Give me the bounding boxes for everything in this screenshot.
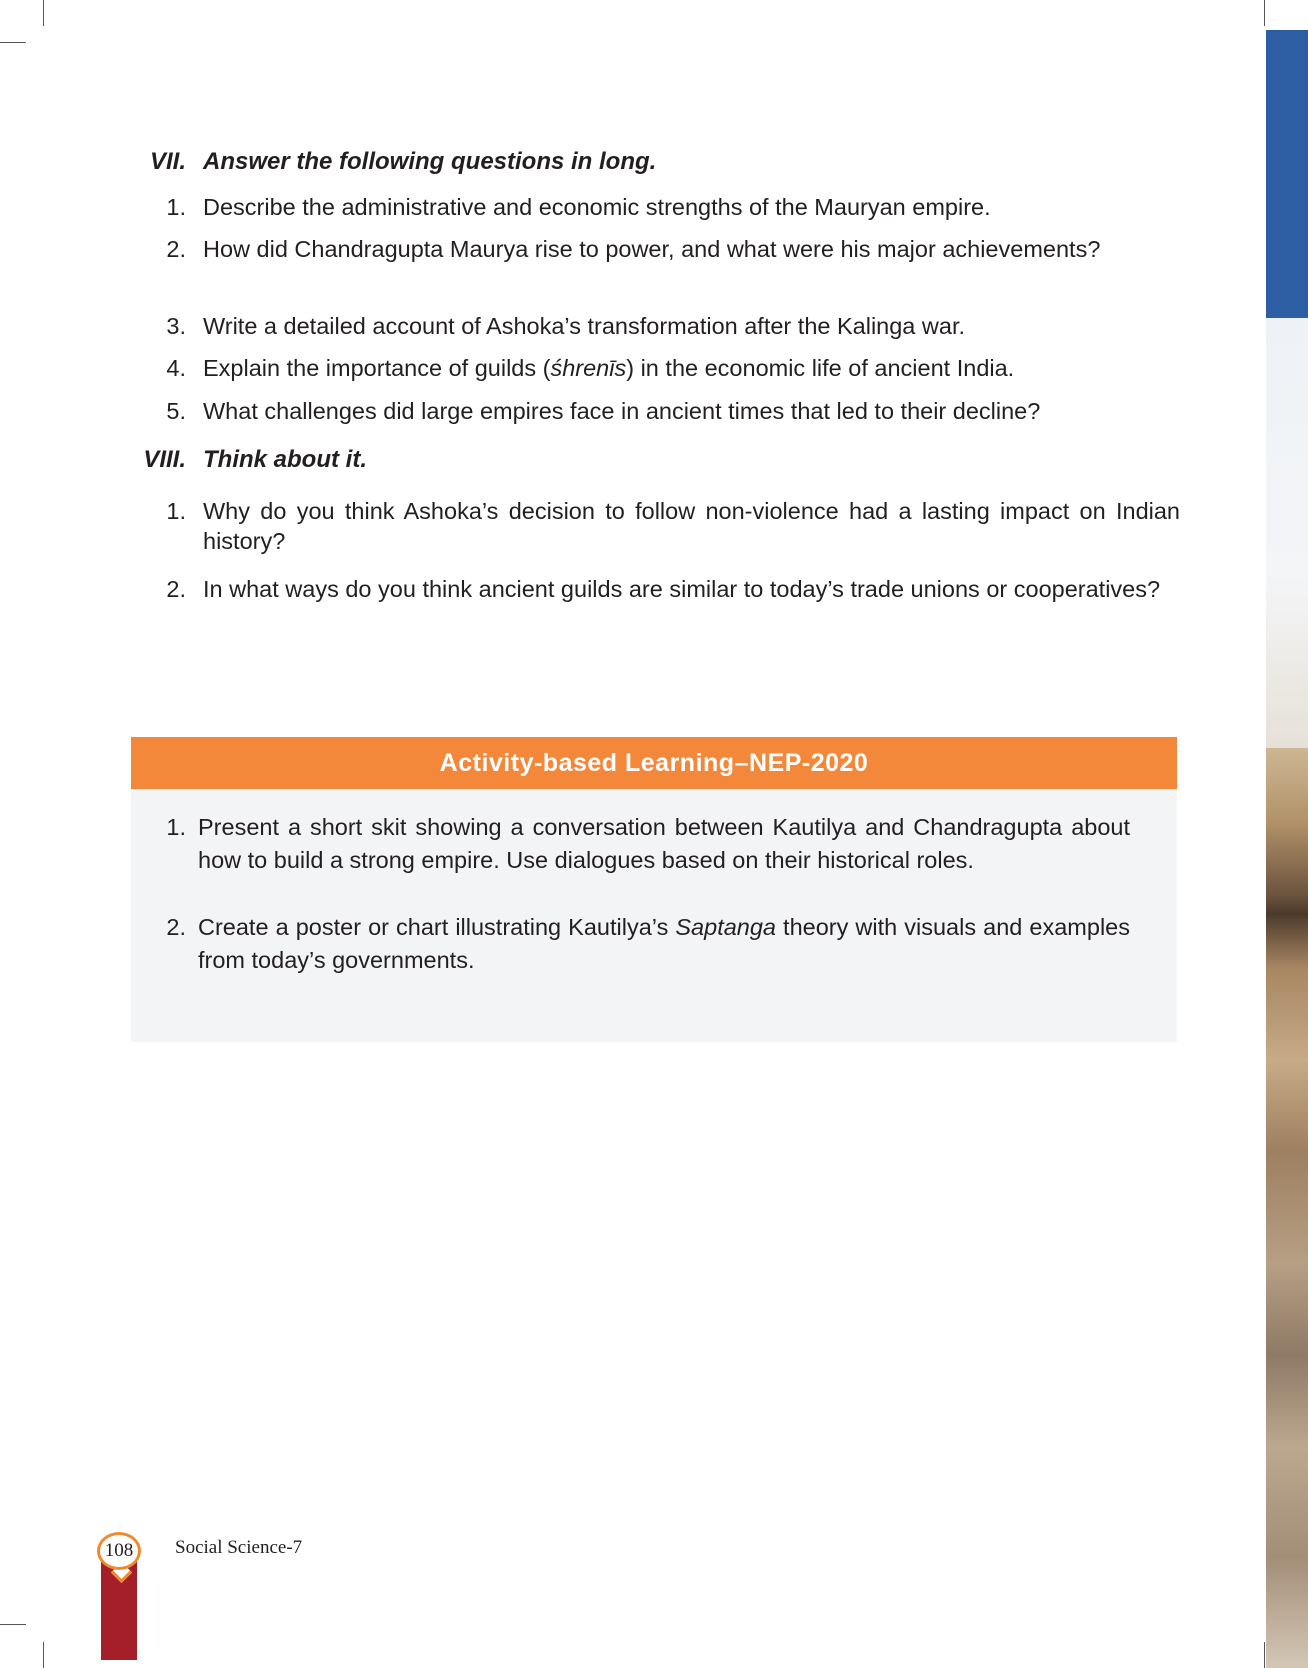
list-item-text-part: theory with visuals and examples from today’s governments.: [198, 914, 1130, 973]
crop-mark-bottom-left-horizontal: [0, 1624, 26, 1625]
list-item-text-part: ) in the economic life of ancient India.: [626, 355, 1015, 381]
list-item: [150, 911, 1130, 977]
list-item-number: 5.: [166, 398, 186, 424]
crop-mark-bottom-right-vertical: [1264, 1642, 1265, 1668]
section-viii-numeral: VIII.: [143, 446, 186, 473]
list-item-italic-term: śhrenīs: [550, 355, 627, 381]
list-item-number: 2.: [166, 914, 186, 940]
activity-heading: Activity-based Learning–NEP-2020: [131, 737, 1177, 789]
list-item-number: 1.: [166, 194, 186, 220]
list-item: [150, 496, 1180, 556]
list-item: [150, 192, 1180, 222]
list-item-text: What challenges did large empires face in ancient times that led to their decline?: [203, 398, 1041, 424]
list-item: [150, 574, 1180, 634]
list-item-number: 4.: [166, 355, 186, 381]
list-item-text: Describe the administrative and economic strengths of the Mauryan empire.: [203, 194, 991, 220]
list-item-number: 2.: [166, 236, 186, 262]
edge-strip-rock-image: [1266, 748, 1308, 1668]
list-item-text: Write a detailed account of Ashoka’s transformation after the Kalinga war.: [203, 313, 966, 339]
list-item-text: [198, 911, 1130, 977]
section-viii-heading: [0, 446, 1180, 478]
section-vii-numeral: VII.: [149, 148, 186, 175]
crop-mark-top-right-vertical: [1264, 0, 1265, 26]
list-item: [150, 234, 1180, 294]
crop-mark-top-left-horizontal: [0, 42, 26, 43]
list-item-text-part: Explain the importance of guilds (: [203, 355, 551, 381]
list-item: [150, 311, 1180, 341]
list-item: [150, 353, 1180, 383]
list-item: [150, 811, 1130, 910]
list-item-text-part: Create a poster or chart illustrating Kautilya’s: [198, 914, 676, 940]
crop-mark-top-left-vertical: [43, 0, 44, 26]
section-vii-heading: [0, 148, 1180, 180]
edge-strip-top-margin: [1266, 0, 1308, 30]
book-title: Social Science-7: [175, 1537, 303, 1558]
list-item-text: In what ways do you think ancient guilds are similar to today’s trade unions or cooperatives?: [203, 576, 1161, 602]
section-vii-title: Answer the following questions in long.: [203, 148, 657, 175]
section-viii-title: Think about it.: [203, 446, 367, 473]
list-item-italic-term: Saptanga: [675, 914, 776, 940]
list-item-number: 3.: [166, 313, 186, 339]
edge-strip-sky: [1266, 318, 1308, 748]
list-item-text: Present a short skit showing a conversation between Kautilya and Chandragupta about how to build a strong empire. Use dialogues based on their historical roles.: [198, 814, 1130, 873]
list-item-number: 2.: [166, 576, 186, 602]
page-number: 108: [104, 1540, 134, 1561]
list-item-number: 1.: [166, 814, 186, 840]
edge-strip-blue: [1266, 0, 1308, 320]
crop-mark-bottom-left-vertical: [43, 1642, 44, 1668]
list-item: [150, 396, 1180, 426]
list-item-text: [203, 353, 1180, 383]
list-item-number: 1.: [166, 498, 186, 524]
list-item-text: How did Chandragupta Maurya rise to power, and what were his major achievements?: [203, 236, 1101, 262]
list-item-text: Why do you think Ashoka’s decision to follow non-violence had a lasting impact on Indian history?: [203, 498, 1180, 554]
